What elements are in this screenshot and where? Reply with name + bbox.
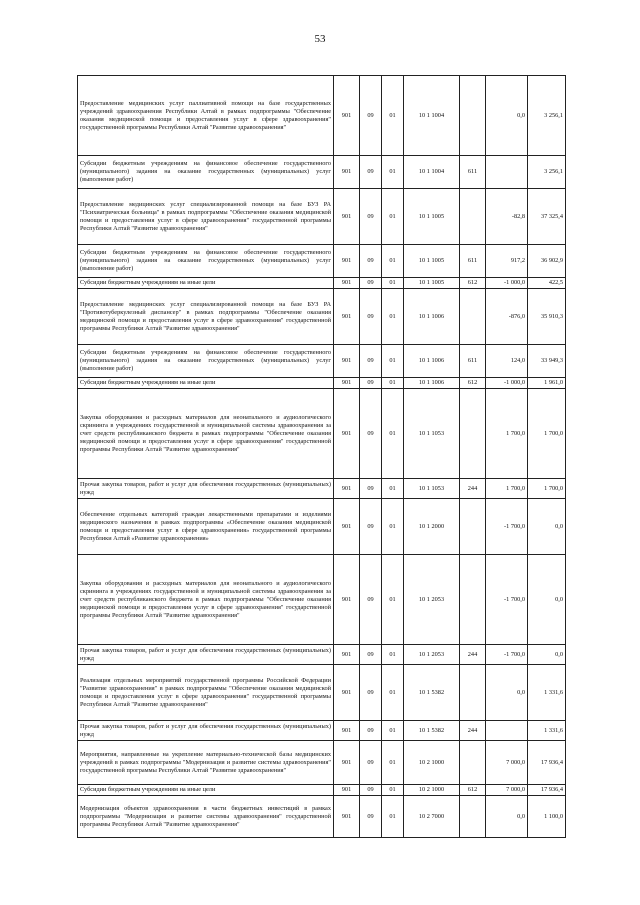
cell-total-amount: 17 936,4 <box>528 741 566 785</box>
cell-section: 09 <box>360 555 382 645</box>
cell-total-amount: 0,0 <box>528 645 566 665</box>
row-description: Предоставление медицинских услуг паллиативной помощи на базе государственных учреждений здравоохранения Республики Алтай в рамках подпрограммы "Обеспечение оказания медицинской помощи и предоставления услуг в сфере здравоохранения" государственной программы Республики Алтай "Развитие здравоохранения" <box>78 76 334 156</box>
cell-section: 09 <box>360 665 382 721</box>
cell-expense-type <box>460 76 486 156</box>
cell-subsection: 01 <box>382 796 404 838</box>
table-row <box>78 499 566 555</box>
cell-expense-type <box>460 741 486 785</box>
cell-subsection: 01 <box>382 665 404 721</box>
cell-section: 09 <box>360 785 382 796</box>
cell-target-article: 10 1 1053 <box>404 389 460 479</box>
table-row <box>78 741 566 785</box>
cell-change-amount: 124,0 <box>486 345 528 378</box>
cell-subsection: 01 <box>382 555 404 645</box>
cell-grbs: 901 <box>334 156 360 189</box>
row-description: Предоставление медицинских услуг специализированной помощи на базе БУЗ РА "Противотуберкулезный диспансер" в рамках подпрограммы "Обеспечение оказания медицинской помощи и предоставления услуг в сфере здравоохранения" государственной программы Республики Алтай "Развитие здравоохранения" <box>78 289 334 345</box>
row-description: Модернизация объектов здравоохранения в части бюджетных инвестиций в рамках подпрограммы "Модернизация и развитие системы здравоохранения" государственной программы Республики Алтай "Развитие здравоохранения" <box>78 796 334 838</box>
row-description: Субсидии бюджетным учреждениям на финансовое обеспечение государственного (муниципального) задания на оказание государственных (муниципальных) услуг (выполнение работ) <box>78 345 334 378</box>
cell-change-amount <box>486 156 528 189</box>
cell-subsection: 01 <box>382 721 404 741</box>
cell-section: 09 <box>360 289 382 345</box>
row-description: Прочая закупка товаров, работ и услуг для обеспечения государственных (муниципальных) нужд <box>78 721 334 741</box>
cell-change-amount: 917,2 <box>486 245 528 278</box>
cell-subsection: 01 <box>382 245 404 278</box>
cell-change-amount: 1 700,0 <box>486 479 528 499</box>
table-row <box>78 245 566 278</box>
cell-section: 09 <box>360 245 382 278</box>
cell-change-amount: -1 700,0 <box>486 555 528 645</box>
cell-change-amount: 7 000,0 <box>486 785 528 796</box>
cell-expense-type <box>460 189 486 245</box>
cell-target-article: 10 1 1006 <box>404 289 460 345</box>
cell-change-amount: 7 000,0 <box>486 741 528 785</box>
cell-total-amount: 3 256,1 <box>528 76 566 156</box>
cell-grbs: 901 <box>334 499 360 555</box>
cell-subsection: 01 <box>382 785 404 796</box>
cell-expense-type: 612 <box>460 378 486 389</box>
table-row <box>78 278 566 289</box>
cell-grbs: 901 <box>334 741 360 785</box>
cell-target-article: 10 2 7000 <box>404 796 460 838</box>
cell-expense-type <box>460 796 486 838</box>
row-description: Обеспечение отдельных категорий граждан лекарственными препаратами и изделиями медицинского назначения в рамках подпрограммы «Обеспечение оказания медицинской помощи и предоставления услуг в сфере здравоохранения» государственной программы Республики Алтай «Развитие здравоохранения» <box>78 499 334 555</box>
cell-grbs: 901 <box>334 245 360 278</box>
table-row <box>78 645 566 665</box>
table-row <box>78 378 566 389</box>
cell-expense-type: 244 <box>460 479 486 499</box>
row-description: Реализация отдельных мероприятий государственной программы Российской Федерации "Развитие здравоохранения" в рамках подпрограммы "Обеспечение оказания медицинской помощи и предоставления услуг в сфере здравоохранения" государственной программы Республики Алтай "Развитие здравоохранения" <box>78 665 334 721</box>
cell-grbs: 901 <box>334 555 360 645</box>
cell-change-amount: 1 700,0 <box>486 389 528 479</box>
cell-subsection: 01 <box>382 499 404 555</box>
cell-expense-type <box>460 665 486 721</box>
cell-grbs: 901 <box>334 479 360 499</box>
table-row <box>78 289 566 345</box>
cell-subsection: 01 <box>382 378 404 389</box>
cell-section: 09 <box>360 76 382 156</box>
cell-grbs: 901 <box>334 345 360 378</box>
row-description: Предоставление медицинских услуг специализированной помощи на базе БУЗ РА "Психиатрическая больница" в рамках подпрограммы "Обеспечение оказания медицинской помощи и предоставления услуг в сфере здравоохранения" государственной программы Республики Алтай "Развитие здравоохранения" <box>78 189 334 245</box>
row-description: Прочая закупка товаров, работ и услуг для обеспечения государственных (муниципальных) нужд <box>78 479 334 499</box>
cell-total-amount: 0,0 <box>528 499 566 555</box>
cell-target-article: 10 1 2000 <box>404 499 460 555</box>
cell-expense-type: 611 <box>460 345 486 378</box>
cell-expense-type: 612 <box>460 278 486 289</box>
row-description: Субсидии бюджетным учреждениям на финансовое обеспечение государственного (муниципального) задания на оказание государственных (муниципальных) услуг (выполнение работ) <box>78 245 334 278</box>
cell-target-article: 10 1 1005 <box>404 189 460 245</box>
cell-grbs: 901 <box>334 289 360 345</box>
cell-expense-type <box>460 499 486 555</box>
cell-change-amount: 0,0 <box>486 796 528 838</box>
cell-total-amount: 35 910,3 <box>528 289 566 345</box>
cell-section: 09 <box>360 345 382 378</box>
cell-subsection: 01 <box>382 278 404 289</box>
cell-total-amount: 1 331,6 <box>528 721 566 741</box>
cell-change-amount: -82,8 <box>486 189 528 245</box>
table-row <box>78 555 566 645</box>
table-row <box>78 785 566 796</box>
cell-grbs: 901 <box>334 665 360 721</box>
cell-expense-type <box>460 289 486 345</box>
row-description: Закупка оборудования и расходных материалов для неонатального и аудиологического скрининга в учреждениях государственной и муниципальной системы здравоохранения за счет средств республиканского бюджета в рамках подпрограммы "Обеспечение оказания медицинской помощи и предоставления услуг в сфере здравоохранения" государственной программы Республики Алтай "Развитие здравоохранения" <box>78 555 334 645</box>
cell-section: 09 <box>360 389 382 479</box>
cell-change-amount: -1 700,0 <box>486 499 528 555</box>
cell-section: 09 <box>360 721 382 741</box>
cell-target-article: 10 1 2053 <box>404 555 460 645</box>
cell-target-article: 10 1 1004 <box>404 156 460 189</box>
cell-change-amount: -1 700,0 <box>486 645 528 665</box>
cell-grbs: 901 <box>334 645 360 665</box>
cell-total-amount: 17 936,4 <box>528 785 566 796</box>
cell-section: 09 <box>360 796 382 838</box>
cell-section: 09 <box>360 156 382 189</box>
cell-subsection: 01 <box>382 479 404 499</box>
row-description: Субсидии бюджетным учреждениям на иные цели <box>78 785 334 796</box>
cell-total-amount: 422,5 <box>528 278 566 289</box>
cell-expense-type: 244 <box>460 721 486 741</box>
cell-subsection: 01 <box>382 741 404 785</box>
row-description: Закупка оборудования и расходных материалов для неонатального и аудиологического скрининга в учреждениях государственной и муниципальной системы здравоохранения за счет средств республиканского бюджета в рамках подпрограммы "Обеспечение оказания медицинской помощи и предоставления услуг в сфере здравоохранения" государственной программы Республики Алтай "Развитие здравоохранения" <box>78 389 334 479</box>
cell-grbs: 901 <box>334 785 360 796</box>
cell-expense-type: 611 <box>460 245 486 278</box>
cell-total-amount: 1 331,6 <box>528 665 566 721</box>
cell-change-amount: -876,0 <box>486 289 528 345</box>
cell-target-article: 10 2 1000 <box>404 785 460 796</box>
cell-expense-type: 244 <box>460 645 486 665</box>
cell-total-amount: 33 949,3 <box>528 345 566 378</box>
budget-table <box>77 75 566 838</box>
cell-change-amount: 0,0 <box>486 76 528 156</box>
cell-target-article: 10 1 5382 <box>404 721 460 741</box>
cell-grbs: 901 <box>334 189 360 245</box>
cell-subsection: 01 <box>382 389 404 479</box>
cell-total-amount: 1 700,0 <box>528 389 566 479</box>
cell-total-amount: 1 961,0 <box>528 378 566 389</box>
cell-target-article: 10 1 1053 <box>404 479 460 499</box>
cell-grbs: 901 <box>334 378 360 389</box>
table-row <box>78 721 566 741</box>
cell-total-amount: 3 256,1 <box>528 156 566 189</box>
cell-target-article: 10 1 5382 <box>404 665 460 721</box>
cell-section: 09 <box>360 645 382 665</box>
cell-target-article: 10 1 1006 <box>404 378 460 389</box>
cell-total-amount: 0,0 <box>528 555 566 645</box>
cell-change-amount: 0,0 <box>486 665 528 721</box>
table-row <box>78 76 566 156</box>
page-number: 53 <box>314 33 326 45</box>
row-description: Субсидии бюджетным учреждениям на иные цели <box>78 378 334 389</box>
table-row <box>78 389 566 479</box>
cell-change-amount: -1 000,0 <box>486 378 528 389</box>
cell-subsection: 01 <box>382 645 404 665</box>
cell-expense-type: 611 <box>460 156 486 189</box>
row-description: Субсидии бюджетным учреждениям на иные цели <box>78 278 334 289</box>
cell-expense-type <box>460 389 486 479</box>
cell-expense-type <box>460 555 486 645</box>
cell-section: 09 <box>360 499 382 555</box>
cell-subsection: 01 <box>382 76 404 156</box>
cell-grbs: 901 <box>334 76 360 156</box>
cell-subsection: 01 <box>382 156 404 189</box>
cell-section: 09 <box>360 741 382 785</box>
cell-subsection: 01 <box>382 289 404 345</box>
cell-change-amount <box>486 721 528 741</box>
cell-grbs: 901 <box>334 278 360 289</box>
cell-section: 09 <box>360 479 382 499</box>
table-row <box>78 345 566 378</box>
table-row <box>78 156 566 189</box>
cell-total-amount: 1 100,0 <box>528 796 566 838</box>
cell-section: 09 <box>360 278 382 289</box>
cell-subsection: 01 <box>382 345 404 378</box>
cell-target-article: 10 1 2053 <box>404 645 460 665</box>
cell-target-article: 10 1 1006 <box>404 345 460 378</box>
cell-expense-type: 612 <box>460 785 486 796</box>
cell-total-amount: 37 325,4 <box>528 189 566 245</box>
cell-section: 09 <box>360 189 382 245</box>
table-row <box>78 665 566 721</box>
table-row <box>78 479 566 499</box>
row-description: Прочая закупка товаров, работ и услуг для обеспечения государственных (муниципальных) нужд <box>78 645 334 665</box>
cell-target-article: 10 1 1005 <box>404 278 460 289</box>
cell-total-amount: 36 902,9 <box>528 245 566 278</box>
cell-change-amount: -1 000,0 <box>486 278 528 289</box>
cell-target-article: 10 1 1005 <box>404 245 460 278</box>
table-row <box>78 796 566 838</box>
cell-grbs: 901 <box>334 389 360 479</box>
cell-subsection: 01 <box>382 189 404 245</box>
row-description: Мероприятия, направленные на укрепление материально-технической базы медицинских учреждений в рамках подпрограммы "Модернизация и развитие системы здравоохранения" государственной программы Республики Алтай "Развитие здравоохранения" <box>78 741 334 785</box>
row-description: Субсидии бюджетным учреждениям на финансовое обеспечение государственного (муниципального) задания на оказание государственных (муниципальных) услуг (выполнение работ) <box>78 156 334 189</box>
cell-target-article: 10 1 1004 <box>404 76 460 156</box>
cell-section: 09 <box>360 378 382 389</box>
cell-grbs: 901 <box>334 796 360 838</box>
table-row <box>78 189 566 245</box>
cell-target-article: 10 2 1000 <box>404 741 460 785</box>
cell-grbs: 901 <box>334 721 360 741</box>
cell-total-amount: 1 700,0 <box>528 479 566 499</box>
